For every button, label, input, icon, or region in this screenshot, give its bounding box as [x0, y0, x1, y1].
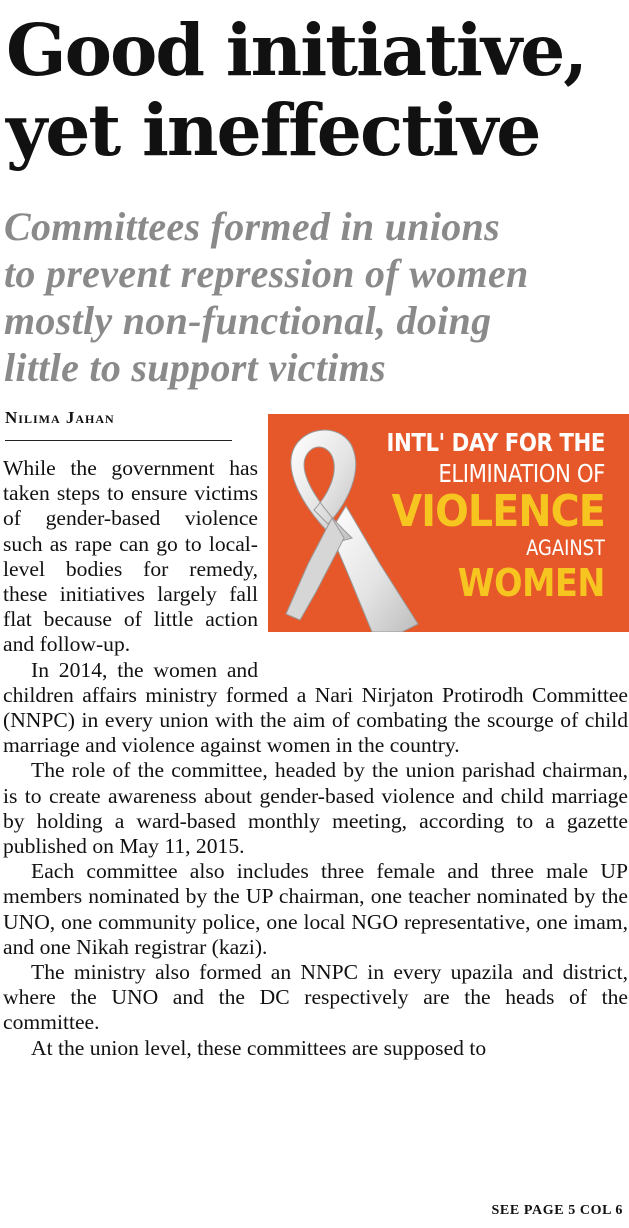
subheadline-line-1: Committees formed in unions [4, 204, 500, 249]
subheadline-line-2: to prevent repression of women [4, 251, 529, 296]
headline-line-2: yet ineffective [6, 88, 540, 172]
subheadline-line-4: little to support victims [4, 345, 386, 390]
paragraph: The role of the committee, headed by the union parishad chairman, is to create awareness about gender-based violence and child marriage by holding a ward-based monthly meeting, according to a gazette published on May 11, 2015. [3, 758, 628, 859]
headline [6, 10, 586, 170]
banner-line-5: WOMEN [457, 561, 605, 605]
subheadline [4, 203, 529, 391]
banner-line-3: VIOLENCE [391, 486, 605, 537]
image-wrap-space [258, 456, 628, 660]
byline: Nilima Jahan [5, 408, 115, 427]
headline-line-1: Good initiative, [6, 8, 586, 92]
banner-line-1: INTL' DAY FOR THE [386, 428, 605, 457]
continuation-jump: SEE PAGE 5 COL 6 [491, 1203, 623, 1218]
banner-line-2: ELIMINATION OF [438, 459, 605, 488]
subheadline-line-3: mostly non-functional, doing [4, 298, 492, 343]
article-body [3, 456, 628, 1061]
banner-line-4: AGAINST [526, 536, 605, 560]
byline-divider [5, 440, 232, 441]
paragraph: Each committee also includes three female and three male UP members nominated by the UP chairman, one teacher nominated by the UNO, one community police, one local NGO representative, one imam, and one Nikah registrar (kazi). [3, 859, 628, 959]
paragraph: At the union level, these committees are supposed to [31, 1035, 487, 1060]
paragraph: While the government has taken steps to ensure victims of gender-based violence such as rape can go to local-level bodies for remedy, these initiatives largely fall flat because of little action and follow-up. [3, 456, 258, 657]
paragraph: In 2014, the women and children affairs ministry formed a Nari Nirjaton Protirodh Committee (NNPC) in every union with the aim of combating the scourge of child marriage and violence against women in the country. [3, 657, 628, 758]
paragraph: The ministry also formed an NNPC in every upazila and district, where the UNO and the DC respectively are the heads of the committee. [3, 960, 628, 1035]
